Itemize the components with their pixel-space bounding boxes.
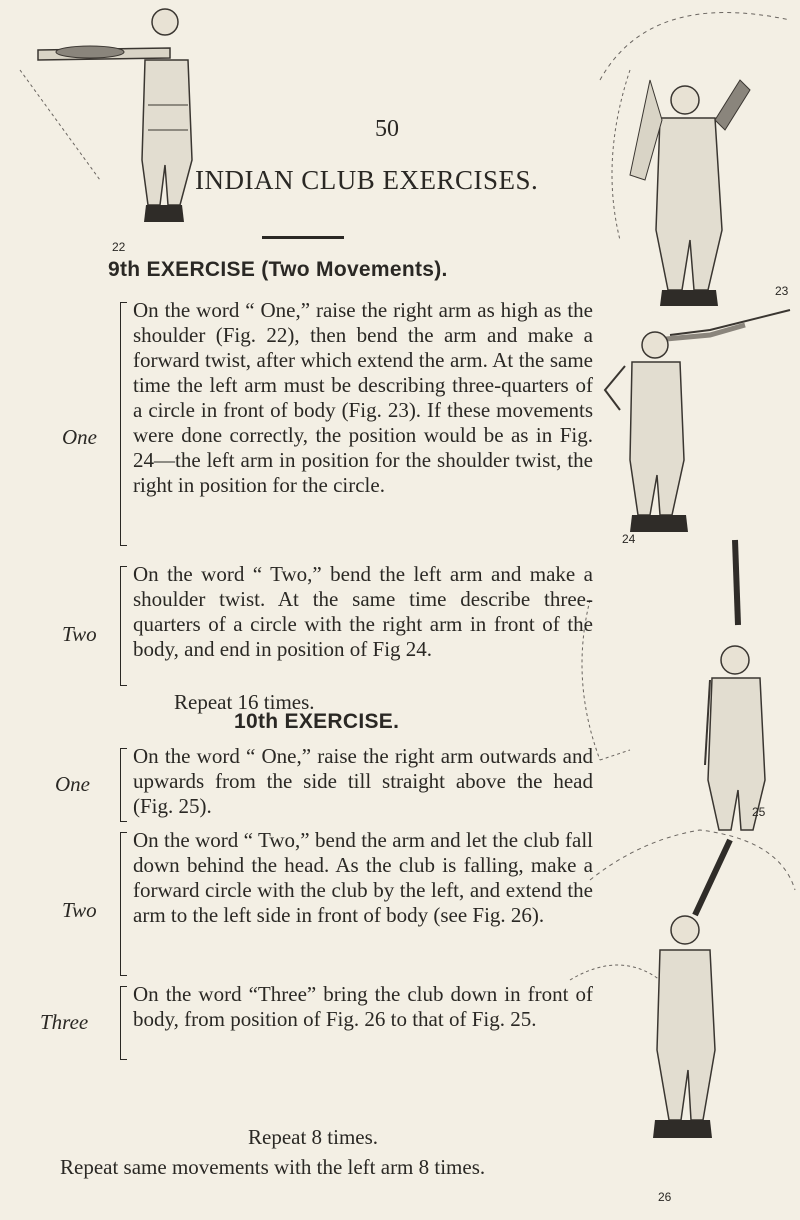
figure-label-26: 26: [658, 1190, 672, 1204]
running-title: INDIAN CLUB EXERCISES.: [195, 165, 539, 195]
figure-label-23: 23: [775, 284, 789, 298]
step-brace: [120, 566, 127, 686]
step-brace: [120, 986, 127, 1060]
step-label-two: Two: [62, 898, 97, 922]
exercise-10-repeat: Repeat 8 times.: [248, 1125, 379, 1149]
step-label-two: Two: [62, 622, 97, 646]
figure-22-illustration: [20, 0, 210, 240]
figure-25-illustration: [560, 530, 800, 820]
step-label-one: One: [55, 772, 90, 796]
exercise-9-step-two-text: On the word “ Two,” bend the left arm and make a shoulder twist. At the same time describe three-quarters of a circle with the right arm in front of the body, and end in position of Fig 24.: [133, 562, 593, 661]
figure-23-illustration: [590, 0, 795, 310]
step-label-three: Three: [40, 1010, 89, 1034]
page-number: 50: [375, 116, 399, 142]
figure-label-25: 25: [752, 805, 766, 819]
figure-label-22: 22: [112, 240, 126, 254]
exercise-9-step-one-text: On the word “ One,” raise the right arm as high as the shoulder (Fig. 22), then bend the arm and make a forward twist, after which extend the arm. At the same time the left arm must be describing three-quarters of a circle in front of body (Fig. 23). If these movements were done correctly, the position would be as in Fig. 24—the left arm in position for the shoulder twist, the right in position for the circle.: [133, 298, 593, 497]
figure-label-24: 24: [622, 532, 636, 546]
exercise-10-step-two-text: On the word “ Two,” bend the arm and let the club fall down behind the head. As the club is falling, make a forward circle with the club by the left, and extend the arm to the left side in front of body (see Fig. 26).: [133, 828, 593, 927]
exercise-9-repeat: Repeat 16 times.: [174, 690, 315, 714]
figure-26-illustration: [560, 780, 800, 1160]
step-brace: [120, 832, 127, 976]
step-label-one: One: [62, 425, 97, 449]
step-brace: [120, 302, 127, 546]
exercise-10-repeat-left: Repeat same movements with the left arm 8 times.: [60, 1155, 486, 1179]
step-brace: [120, 748, 127, 822]
exercise-10-step-three-text: On the word “Three” bring the club down in front of body, from position of Fig. 26 to that of Fig. 25.: [133, 982, 593, 1031]
exercise-10-step-one-text: On the word “ One,” raise the right arm outwards and upwards from the side till straight above the head (Fig. 25).: [133, 744, 593, 818]
exercise-9-title: 9th EXERCISE (Two Movements).: [108, 258, 448, 281]
exercise-10-title: 10th EXERCISE.: [234, 710, 400, 733]
title-rule: [262, 236, 344, 239]
